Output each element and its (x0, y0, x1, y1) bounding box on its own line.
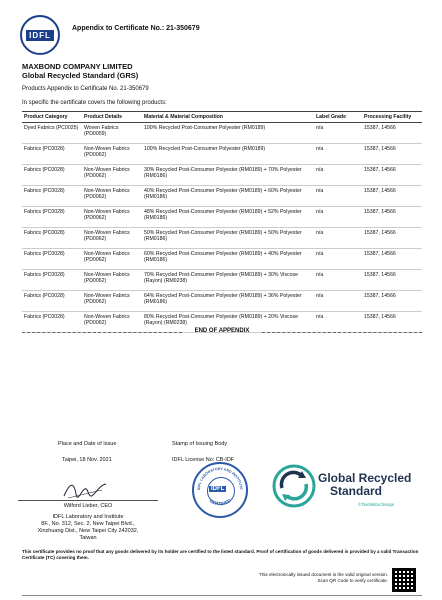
cell-product-details: Woven Fabrics (PD0059) (82, 123, 142, 144)
cell-material: 70% Recycled Post-Consumer Polyester (RM0189) + 30% Viscose (Rayon) (RM0238) (142, 270, 314, 291)
cell-material: 48% Recycled Post-Consumer Polyester (RM0189) + 52% Polyester (RM0186) (142, 207, 314, 228)
cell-product-details: Non-Woven Fabrics (PD0062) (82, 144, 142, 165)
stamp-label: Stamp of Issuing Body (172, 441, 228, 447)
grs-recycle-icon (272, 464, 316, 508)
table-row (22, 123, 422, 144)
validity-block (259, 572, 388, 584)
cell-product-category: Fabrics (PC0028) (22, 186, 82, 207)
cell-product-category: Fabrics (PC0028) (22, 249, 82, 270)
issue-value: Taipei, 18 Nov. 2021 (62, 457, 112, 463)
grs-logo-line-2: Standard (330, 484, 383, 498)
cell-label-grade: n/a (314, 270, 362, 291)
license-number: IDFL License No: CB-IDF (172, 457, 235, 463)
signatory-address-1: 8F., No. 312, Sec. 2, New Taipei Blvd., (41, 521, 135, 527)
seal-bottom-text: CERTIFIED (208, 497, 232, 507)
products-appendix-line: Products Appendix to Certificate No. 21-350679 (22, 86, 149, 92)
table-row (22, 207, 422, 228)
seal-top-text: IDFL LABORATORY AND INSTITUTE (196, 466, 244, 491)
grs-logo (272, 462, 422, 520)
cell-material: 100% Recycled Post-Consumer Polyester (RM0189) (142, 123, 314, 144)
seal-center-text: IDFL (211, 486, 225, 492)
appendix-title: Appendix to Certificate No.: 21-350679 (72, 25, 200, 32)
cell-material: 64% Recycled Post-Consumer Polyester (RM0189) + 36% Polyester (RM0186) (142, 291, 314, 312)
footer-rule (22, 595, 422, 596)
table-header-row (22, 112, 422, 123)
cell-label-grade: n/a (314, 249, 362, 270)
cell-product-details: Non-Woven Fabrics (PD0062) (82, 228, 142, 249)
signature-mark (62, 478, 108, 500)
cell-product-details: Non-Woven Fabrics (PD0062) (82, 165, 142, 186)
table-row (22, 186, 422, 207)
specific-coverage-line: In specific the certificate covers the following products: (22, 100, 167, 106)
end-of-appendix-text: END OF APPENDIX (194, 328, 250, 334)
cell-product-details: Non-Woven Fabrics (PD0062) (82, 249, 142, 270)
cell-product-category: Fabrics (PC0028) (22, 228, 82, 249)
cell-material: 80% Recycled Post-Consumer Polyester (RM0189) + 20% Viscose (Rayon) (RM0238) (142, 312, 314, 333)
table-row (22, 291, 422, 312)
cell-processing-facility: 15387, 14566 (362, 249, 422, 270)
seal-ring-text (194, 464, 246, 516)
signatory-block (18, 503, 158, 542)
col-product-category: Product Category (22, 112, 82, 123)
cell-product-category: Fabrics (PC0028) (22, 165, 82, 186)
grs-logo-subtext: ©TextileExchange (358, 502, 395, 507)
idfl-certified-seal (192, 462, 248, 518)
table-row (22, 144, 422, 165)
cell-processing-facility: 15387, 14566 (362, 186, 422, 207)
col-product-details: Product Details (82, 112, 142, 123)
cell-processing-facility: 15387, 14566 (362, 228, 422, 249)
cell-label-grade: n/a (314, 312, 362, 333)
electronic-valid-text: This electronically issued document is the valid original version. (259, 572, 388, 577)
table-row (22, 270, 422, 291)
cell-product-details: Non-Woven Fabrics (PD0062) (82, 291, 142, 312)
signatory-name: Wilford Lieber, CEO (63, 503, 113, 509)
signatory-address-2: Xinzhuang Dist., New Taipei City 242032, (37, 528, 139, 534)
cell-product-category: Fabrics (PC0028) (22, 291, 82, 312)
table-row (22, 165, 422, 186)
cell-material: 30% Recycled Post-Consumer Polyester (RM0189) + 70% Polyester (RM0186) (142, 165, 314, 186)
cell-product-category: Fabrics (PC0028) (22, 207, 82, 228)
cell-processing-facility: 15387, 14566 (362, 291, 422, 312)
dashed-rule-right (262, 332, 422, 333)
cell-label-grade: n/a (314, 144, 362, 165)
cell-label-grade: n/a (314, 165, 362, 186)
cell-material: 50% Recycled Post-Consumer Polyester (RM0189) + 50% Polyester (RM0186) (142, 228, 314, 249)
grs-logo-line-1: Global Recycled (318, 471, 412, 485)
cell-product-category: Fabrics (PC0028) (22, 270, 82, 291)
disclaimer-text: This certificate provides no proof that any goods delivered by its holder are certified to the listed standard. Proof of certification of goods delivered is provided by a valid Transaction Certificate (TC) covering them. (22, 549, 419, 560)
company-name: MAXBOND COMPANY LIMITED (22, 62, 133, 71)
cell-product-category: Fabrics (PC0028) (22, 312, 82, 333)
cell-processing-facility: 15387, 14566 (362, 123, 422, 144)
col-label-grade: Label Grade (314, 112, 362, 123)
issue-label: Place and Date of Issue (58, 441, 117, 447)
col-material: Material & Material Composition (142, 112, 314, 123)
company-block (22, 62, 138, 80)
cell-label-grade: n/a (314, 186, 362, 207)
cell-processing-facility: 15387, 14566 (362, 165, 422, 186)
products-table (22, 111, 422, 333)
cell-label-grade: n/a (314, 207, 362, 228)
table-row (22, 249, 422, 270)
cell-product-details: Non-Woven Fabrics (PD0062) (82, 207, 142, 228)
qr-code[interactable] (392, 568, 416, 592)
cell-label-grade: n/a (314, 123, 362, 144)
cell-product-details: Non-Woven Fabrics (PD0062) (82, 270, 142, 291)
svg-text:CERTIFIED (209, 497, 233, 506)
svg-text:IDFL LABORATORY AND INSTITUTE (197, 467, 243, 491)
col-processing-facility: Processing Facility (362, 112, 422, 123)
cell-product-details: Non-Woven Fabrics (PD0062) (82, 312, 142, 333)
cell-label-grade: n/a (314, 228, 362, 249)
cell-processing-facility: 15387, 14566 (362, 312, 422, 333)
signature-rule (18, 500, 158, 501)
cell-product-category: Fabrics (PC0028) (22, 144, 82, 165)
cell-product-details: Non-Woven Fabrics (PD0062) (82, 186, 142, 207)
cell-material: 100% Recycled Post-Consumer Polyester (RM0189) (142, 144, 314, 165)
signatory-org: IDFL Laboratory and Institute (52, 514, 124, 520)
idfl-logo-text: IDFL (26, 30, 54, 41)
idfl-logo (20, 15, 60, 55)
end-of-appendix-divider (22, 328, 422, 336)
qr-note-text: Scan QR Code to verify certificate. (317, 578, 388, 583)
table-row (22, 228, 422, 249)
cell-processing-facility: 15387, 14566 (362, 270, 422, 291)
cell-processing-facility: 15387, 14566 (362, 207, 422, 228)
cell-processing-facility: 15387, 14566 (362, 144, 422, 165)
cell-material: 40% Recycled Post-Consumer Polyester (RM0189) + 60% Polyester (RM0186) (142, 186, 314, 207)
signatory-country: Taiwan (79, 535, 97, 541)
cell-label-grade: n/a (314, 291, 362, 312)
standard-name: Global Recycled Standard (GRS) (22, 71, 139, 80)
cell-material: 60% Recycled Post-Consumer Polyester (RM0189) + 40% Polyester (RM0186) (142, 249, 314, 270)
cell-product-category: Dyed Fabrics (PC0025) (22, 123, 82, 144)
